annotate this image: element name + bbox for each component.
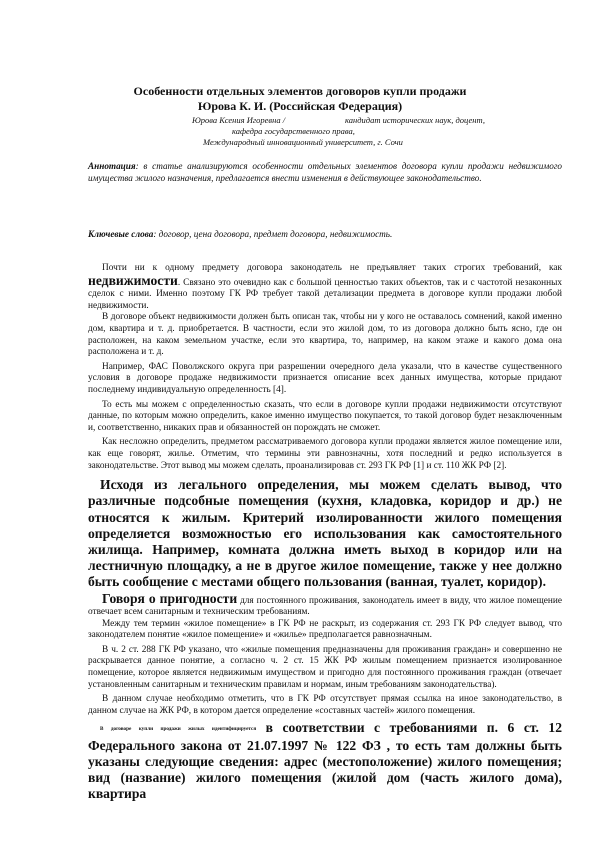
paragraph: В ч. 2 ст. 288 ГК РФ указано, что «жилые помещения предназначены для проживания граждан» и совершенно не раскрывается данное понятие, а согласно ч. 2 ст. 15 ЖК РФ жилым помещением признается изолированное помещение, которое является недвижимым имуществом и пригодно для постоянного проживания граждан (отвечает установленным санитарным и техническим правилам и нормам, иным требованиям законодательства).: [88, 644, 562, 690]
article-title: Особенности отдельных элементов договоров купли продажи: [133, 84, 467, 98]
paragraph: То есть мы можем с определенностью сказать, что если в договоре купли продажи недвижимости отсутствуют данные, по которым можно определить, какое именно имущество покупается, то такой договор будет незаключенным и, соответственно, никаких прав и обязанностей он порождать не сможет.: [88, 399, 562, 433]
abstract-text: : в статье анализируются особенности отдельных элементов договора купли продажи недвижимого имущества жилого назначения, предлагается внести изменения в действующее законодательство.: [88, 161, 562, 183]
bold-paragraph: Исходя из легального определения, мы можем сделать вывод, что различные подсобные помещения (кухня, кладовка, коридор и др.) не относятся к жилым. Критерий изолированности жилого помещения определяется возможностью его использования как самостоятельного жилища. Например, комната должна иметь выход в коридор или на лестничную площадку, а не в другое жилое помещение, также у нее должно быть сообщение с местами общего пользования (ванная, туалет, коридор).: [88, 477, 562, 590]
keywords: [88, 229, 392, 239]
paragraph: Между тем термин «жилое помещение» в ГК РФ не раскрыт, из содержания ст. 293 ГК РФ следует вывод, что законодателем понятие «жилое помещение» и «жилье» предполагается равнозначным.: [88, 618, 562, 641]
paragraph: Почти ни к одному предмету договора законодатель не предъявляет таких строгих требований, как недвижимости. Связано это очевидно как с большой ценностью таких объектов, так и с частотой незаконных сделок с ними. Именно поэтому ГК РФ требует такой детализации предмета в договоре купли продажи любой недвижимости.: [88, 263, 562, 311]
emphasis: Говоря о пригодности: [102, 590, 238, 606]
article-body: [88, 263, 562, 802]
paragraph: Как несложно определить, предметом рассматриваемого договора купли продажи является жилое помещение или, как еще говорят, жилье. Отметим, что термины эти равнозначны, хотя последний и редко используется в законодательстве. Этот вывод мы можем сделать, проанализировав ст. 293 ГК РФ [1] и ст. 110 ЖК РФ [2].: [88, 437, 562, 471]
abstract: [88, 160, 562, 184]
keywords-label: Ключевые слова: [88, 229, 154, 239]
author-degree: кандидат исторических наук, доцент,: [345, 115, 485, 125]
paragraph: В договоре объект недвижимости должен быть описан так, чтобы ни у кого не оставалось сомнений, какой именно дом, квартира и т. д. приобретается. В частности, если это жилой дом, то из договора должно быть ясно, где он расположен, на каком земельном участке, если это квартира, то, например, на каком этаже и какого дома она расположена и т. д.: [88, 312, 562, 358]
keywords-text: : договор, цена договора, предмет договора, недвижимость.: [153, 229, 393, 239]
small-text: В договоре купли продажи жилых идентифицируется: [100, 726, 257, 733]
paragraph: Например, ФАС Поволжского округа при разрешении очередного дела указали, что в качестве существенного условия в договоре продаже недвижимости признается описание всех данных имущества, которые придают последнему индивидуальную определенность [4].: [88, 361, 562, 395]
paragraph: В данном случае необходимо отметить, что в ГК РФ отсутствует прямая ссылка на иное законодательство, в данном случае на ЖК РФ, в котором дается определение «составных частей» жилого помещения.: [88, 694, 562, 716]
author-name: Юрова Ксения Игоревна /: [192, 115, 286, 125]
author-heading: Юрова К. И. (Российская Федерация): [197, 99, 403, 113]
author-university: Международный инновационный университет, г. Сочи: [203, 137, 403, 147]
abstract-label: Аннотация: [88, 161, 136, 171]
author-department: кафедра государственного права,: [232, 126, 355, 136]
emphasis: недвижимости: [88, 272, 178, 288]
bold-paragraph: В договоре купли продажи жилых идентифицируется в соответствии с требованиями п. 6 ст. 12 Федерального закона от 21.07.1997 № 122 ФЗ , то есть там должны быть указаны следующие сведения: адрес (местоположение) жилого помещения; вид (название) жилого помещения (жилой дом (часть жилого дома), квартира: [88, 720, 562, 802]
paragraph: Говоря о пригодности для постоянного проживания, законодатель имеет в виду, что жилое помещение отвечает всем санитарным и техническим требованиям.: [88, 590, 563, 618]
